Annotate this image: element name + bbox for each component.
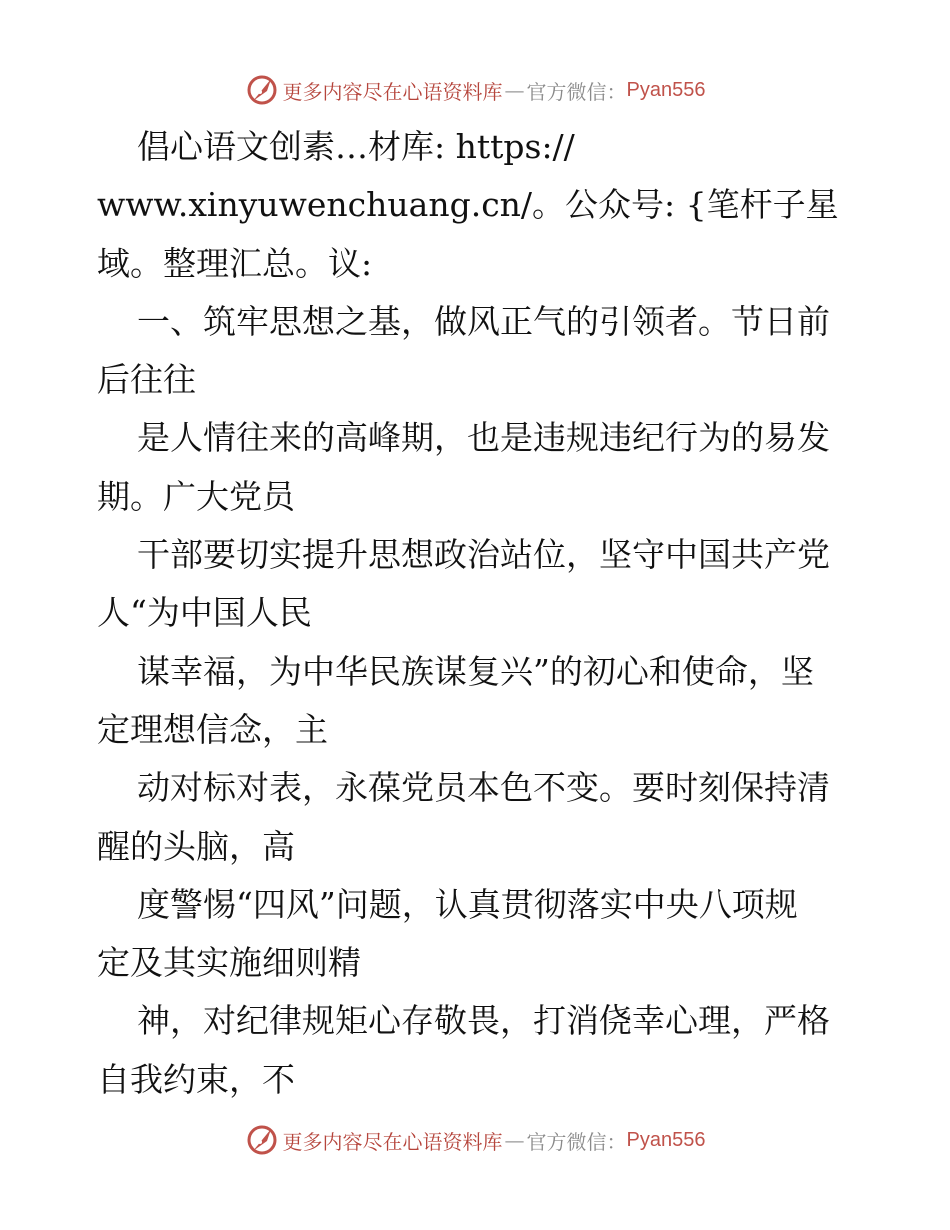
text-line: 干部要切实提升思想政治站位，坚守中国共产党 — [137, 535, 830, 575]
text-line: 域。整理汇总。议: — [97, 243, 373, 283]
banner-wechat-id: Pyan556 — [626, 1128, 706, 1151]
text-line: 定及其实施细则精 — [97, 943, 361, 983]
text-line: 期。广大党员 — [97, 476, 295, 516]
text-line: 动对标对表，永葆党员本色不变。要时刻保持清 — [137, 768, 830, 808]
banner-text: 更多内容尽在心语资料库 — [282, 79, 503, 104]
text-line: 神，对纪律规矩心存敬畏，打消侥幸心理，严格 — [137, 1001, 830, 1041]
document-body — [97, 118, 857, 1109]
header-watermark-banner — [0, 70, 950, 110]
text-line: 是人情往来的高峰期，也是违规违纪行为的易发 — [137, 418, 830, 458]
text-line: 人“为中国人民 — [97, 593, 312, 633]
text-line: 自我约束，不 — [97, 1059, 295, 1099]
banner-wechat-id: Pyan556 — [626, 78, 706, 101]
text-line: 醒的头脑，高 — [97, 826, 295, 866]
banner-dash: — — [504, 78, 525, 102]
text-line: 倡心语文创素…材库: https:// — [137, 127, 575, 166]
banner-dash: — — [504, 1128, 525, 1152]
text-line: 谋幸福，为中华民族谋复兴”的初心和使命，坚 — [137, 651, 814, 691]
footer-watermark-banner — [0, 1120, 950, 1160]
text-line: 度警惕“四风”问题，认真贯彻落实中央八项规 — [137, 884, 798, 924]
text-line: 一、筑牢思想之基，做风正气的引领者。节日前 — [137, 301, 830, 341]
banner-text: 更多内容尽在心语资料库 — [282, 1129, 503, 1154]
banner-wechat-label: 官方微信： — [526, 1129, 627, 1154]
text-line: 后往往 — [97, 360, 196, 400]
text-line: 定理想信念，主 — [97, 709, 328, 749]
text-line: www.xinyuwenchuang.cn/。公众号: {笔杆子星 — [97, 185, 839, 225]
banner-wechat-label: 官方微信： — [526, 79, 627, 104]
quill-logo-icon — [245, 1123, 279, 1157]
quill-logo-icon — [245, 73, 279, 107]
